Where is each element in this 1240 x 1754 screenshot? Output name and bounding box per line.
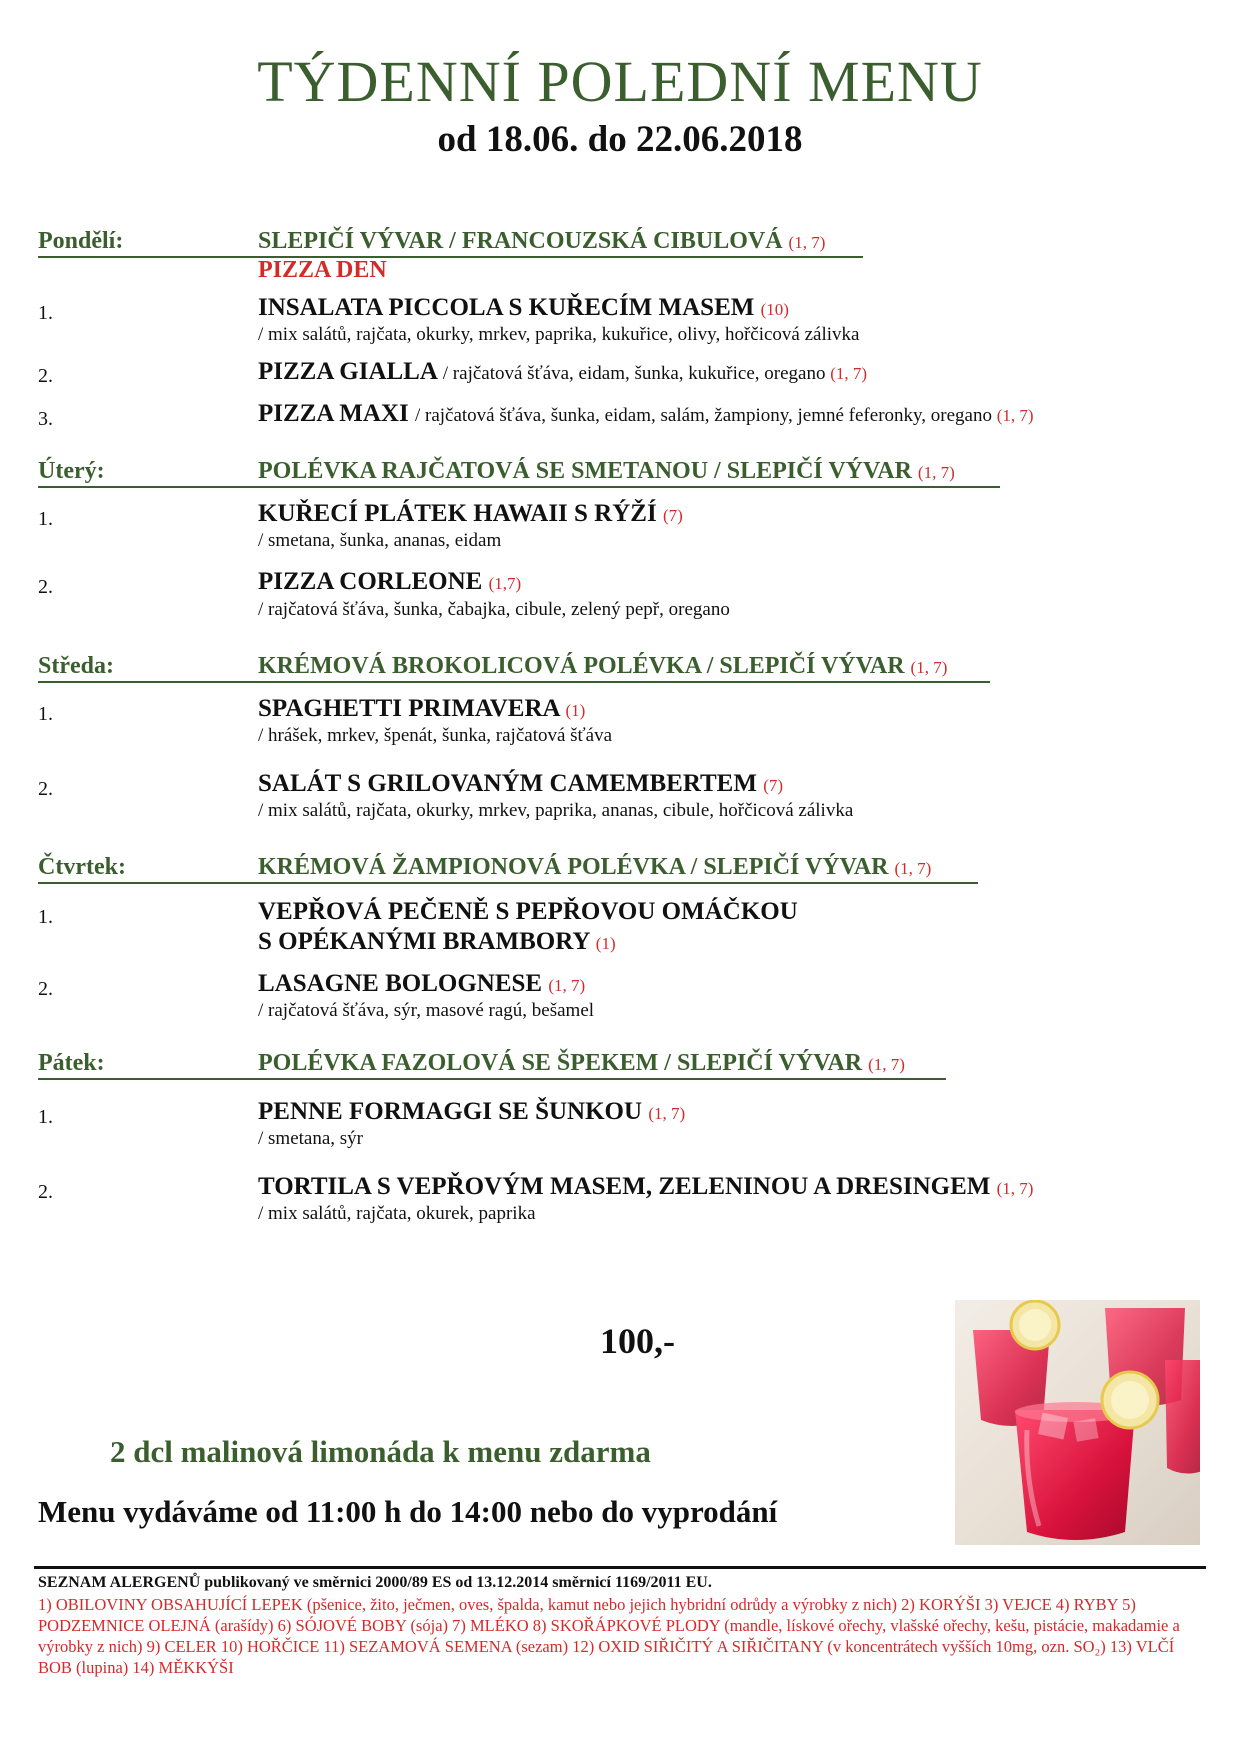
- soup-underline: [38, 1078, 946, 1080]
- dish-number: 1.: [38, 1106, 53, 1128]
- allergen-code: (7): [662, 506, 683, 525]
- dish-description: / rajčatová šťáva, šunka, čabajka, cibule, zelený pepř, oregano: [258, 599, 730, 620]
- allergen-code: (1,7): [488, 574, 522, 593]
- dish-number: 2.: [38, 576, 53, 598]
- dish-number: 2.: [38, 1181, 53, 1203]
- allergen-code: (7): [763, 776, 784, 795]
- dish-name: SALÁT S GRILOVANÝM CAMEMBERTEM (7): [258, 770, 784, 797]
- allergen-code: (1, 7): [830, 364, 868, 383]
- dish-name: INSALATA PICCOLA S KUŘECÍM MASEM (10): [258, 294, 789, 321]
- lemonade-photo-icon: [955, 1300, 1200, 1545]
- allergen-list-heading: SEZNAM ALERGENŮ publikovaný ve směrnici 2000/89 ES od 13.12.2014 směrnicí 1169/2011 EU.: [38, 1574, 712, 1591]
- soup-friday: POLÉVKA FAZOLOVÁ SE ŠPEKEM / SLEPIČÍ VÝVAR (1, 7): [258, 1050, 905, 1076]
- allergen-code: (1, 7): [894, 859, 932, 878]
- allergen-code: (10): [760, 300, 789, 319]
- dish-description: / hrášek, mrkev, špenát, šunka, rajčatová šťáva: [258, 725, 613, 746]
- dish-number: 3.: [38, 408, 53, 430]
- dish-number: 2.: [38, 365, 53, 387]
- dish-number: 1.: [38, 302, 53, 324]
- day-label-tuesday: Úterý:: [38, 458, 105, 484]
- allergen-code: (1, 7): [996, 406, 1034, 425]
- dish-description: / mix salátů, rajčata, okurky, mrkev, paprika, ananas, cibule, hořčicová zálivka: [258, 800, 854, 821]
- allergen-code: (1, 7): [917, 463, 955, 482]
- lemonade-glasses-icon: [955, 1300, 1200, 1545]
- dish-name: TORTILA S VEPŘOVÝM MASEM, ZELENINOU A DRESINGEM (1, 7): [258, 1173, 1034, 1200]
- day-label-wednesday: Středa:: [38, 653, 114, 679]
- soup-underline: [38, 486, 1000, 488]
- page-title: TÝDENNÍ POLEDNÍ MENU: [257, 49, 983, 114]
- dish-number: 2.: [38, 978, 53, 1000]
- dish-number: 1.: [38, 906, 53, 928]
- soup-underline: [38, 681, 990, 683]
- soup-wednesday: KRÉMOVÁ BROKOLICOVÁ POLÉVKA / SLEPIČÍ VÝVAR (1, 7): [258, 653, 948, 679]
- dish-number: 2.: [38, 778, 53, 800]
- date-range: od 18.06. do 22.06.2018: [437, 119, 803, 160]
- allergen-list: 1) OBILOVINY OBSAHUJÍCÍ LEPEK (pšenice, žito, ječmen, oves, špalda, kamut nebo jejich hybridní odrůdy a výrobky z nich) 2) KORÝŠI 3) VEJCE 4) RYBY 5) PODZEMNICE OLEJNÁ (arašídy) 6) SÓJOVÉ BOBY (sója) 7) MLÉKO 8) SKOŘÁPKOVÉ PLODY (mandle, lískové ořechy, vlašské ořechy, kešu, pistácie, makadamie a výrobky z nich) 9) CELER 10) HOŘČICE 11) SEZAMOVÁ SEMENA (sezam) 12) OXID SIŘIČITÝ A SIŘIČITANY (v koncentrátech vyšších 10mg, ozn. SO₂) 13) VLČÍ BOB (lupina) 14) MĚKKÝŠI: [38, 1595, 1180, 1677]
- special-label: PIZZA DEN: [258, 257, 387, 283]
- serving-hours: Menu vydáváme od 11:00 h do 14:00 nebo do vyprodání: [38, 1494, 778, 1529]
- allergen-code: (1, 7): [648, 1104, 686, 1123]
- allergen-code: (1): [565, 701, 586, 720]
- day-label-thursday: Čtvrtek:: [38, 854, 126, 880]
- allergen-code: (1, 7): [868, 1055, 905, 1074]
- dish-name: VEPŘOVÁ PEČENĚ S PEPŘOVOU OMÁČKOU: [258, 898, 798, 925]
- allergen-code: (1, 7): [548, 976, 586, 995]
- dish-number: 1.: [38, 508, 53, 530]
- dish-description: / rajčatová šťáva, sýr, masové ragú, bešamel: [258, 1000, 595, 1021]
- soup-underline: [38, 256, 863, 258]
- menu-price: 100,-: [600, 1321, 675, 1361]
- soup-underline: [38, 882, 978, 884]
- dish-name-continued: S OPÉKANÝMI BRAMBORY (1): [258, 928, 616, 955]
- allergen-code: (1, 7): [910, 658, 948, 677]
- dish-name: PENNE FORMAGGI SE ŠUNKOU (1, 7): [258, 1098, 686, 1125]
- dish-description: / smetana, sýr: [258, 1128, 364, 1149]
- day-label-monday: Pondělí:: [38, 228, 124, 254]
- dish-description: / mix salátů, rajčata, okurek, paprika: [258, 1203, 536, 1224]
- dish-name: PIZZA MAXI / rajčatová šťáva, šunka, eidam, salám, žampiony, jemné feferonky, oregano (1, 7): [258, 400, 1034, 427]
- soup-monday: SLEPIČÍ VÝVAR / FRANCOUZSKÁ CIBULOVÁ (1, 7): [258, 228, 826, 254]
- allergen-code: (1, 7): [996, 1179, 1034, 1198]
- dish-name: PIZZA CORLEONE (1,7): [258, 568, 522, 595]
- allergen-code: (1, 7): [788, 233, 826, 252]
- dish-name: LASAGNE BOLOGNESE (1, 7): [258, 970, 586, 997]
- divider: [34, 1566, 1206, 1569]
- soup-tuesday: POLÉVKA RAJČATOVÁ SE SMETANOU / SLEPIČÍ VÝVAR (1, 7): [258, 458, 955, 484]
- dish-name: PIZZA GIALLA / rajčatová šťáva, eidam, šunka, kukuřice, oregano (1, 7): [258, 358, 868, 385]
- dish-number: 1.: [38, 703, 53, 725]
- dish-name: SPAGHETTI PRIMAVERA (1): [258, 695, 586, 722]
- drink-offer: 2 dcl malinová limonáda k menu zdarma: [110, 1434, 651, 1469]
- dish-name: KUŘECÍ PLÁTEK HAWAII S RÝŽÍ (7): [258, 500, 683, 527]
- dish-description: / mix salátů, rajčata, okurky, mrkev, paprika, kukuřice, olivy, hořčicová zálivka: [258, 324, 860, 345]
- day-label-friday: Pátek:: [38, 1050, 105, 1076]
- dish-description: / smetana, šunka, ananas, eidam: [258, 530, 502, 551]
- allergen-code: (1): [595, 934, 616, 953]
- soup-thursday: KRÉMOVÁ ŽAMPIONOVÁ POLÉVKA / SLEPIČÍ VÝVAR (1, 7): [258, 854, 932, 880]
